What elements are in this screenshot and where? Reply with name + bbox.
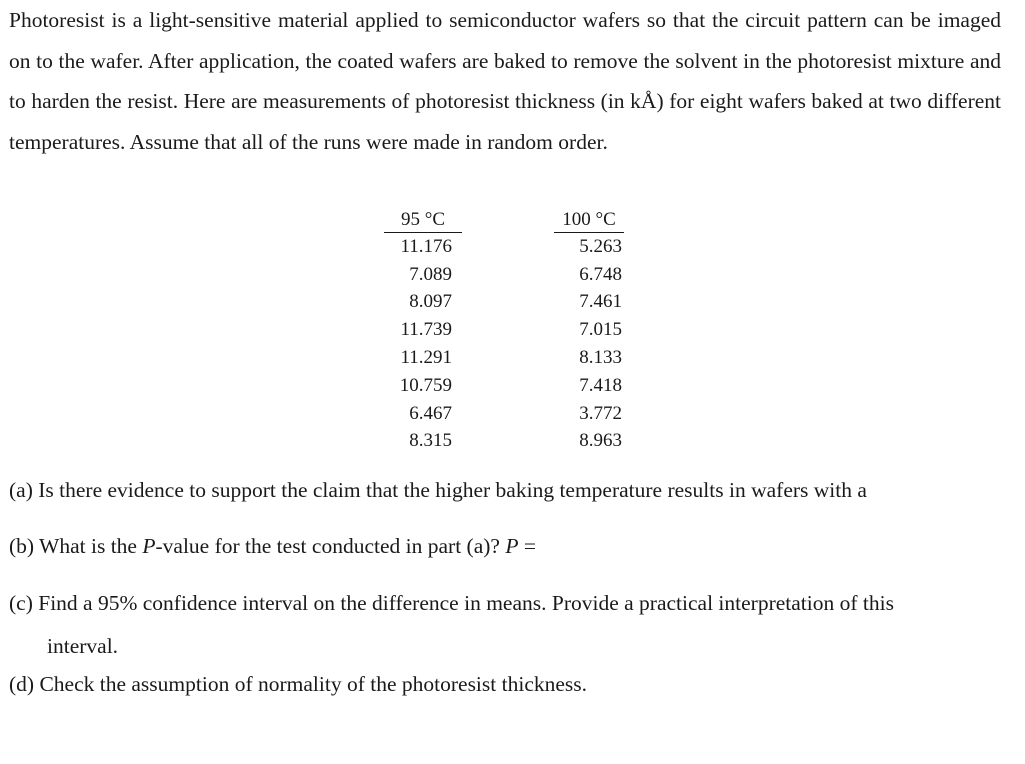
- thickness-table: [384, 206, 624, 455]
- cell-95c: 8.097: [409, 291, 452, 313]
- question-b-middle: -value for the test conducted in part (a)?: [155, 534, 506, 558]
- question-c: (c) Find a 95% confidence interval on the difference in means. Provide a practical interpretation of this: [9, 591, 894, 615]
- question-c-continued: interval.: [47, 634, 119, 658]
- cell-95c: 11.291: [400, 347, 452, 369]
- cell-95c: 11.739: [400, 319, 452, 341]
- cell-100c: 5.263: [579, 235, 622, 257]
- cell-95c: 6.467: [409, 402, 452, 424]
- cell-100c: 7.418: [579, 374, 622, 396]
- table-row: [384, 372, 624, 400]
- table-row: [384, 289, 624, 317]
- header-gap: [462, 206, 554, 233]
- table-row: [384, 344, 624, 372]
- cell-100c: 8.133: [579, 347, 622, 369]
- question-b-p-symbol-2: P: [505, 534, 519, 558]
- problem-intro: Photoresist is a light-sensitive material applied to semiconductor wafers so that the circuit pattern can be imaged on to the wafer. After application, the coated wafers are baked to remove the solvent in the photoresist mixture and to harden the resist. Here are measurements of photoresist thickness (in kÅ) for eight wafers baked at two different temperatures. Assume that all of the runs were made in random order.: [9, 8, 1001, 154]
- table-row: [384, 428, 624, 456]
- table-header-row: [384, 206, 624, 233]
- cell-95c: 7.089: [409, 263, 452, 285]
- cell-100c: 8.963: [579, 430, 622, 452]
- question-b-equals: =: [518, 534, 536, 558]
- cell-100c: 7.461: [579, 291, 622, 313]
- table-row: [384, 316, 624, 344]
- table-row: [384, 400, 624, 428]
- cell-100c: 7.015: [579, 319, 622, 341]
- question-a: (a) Is there evidence to support the claim that the higher baking temperature results in wafers with a: [9, 478, 867, 502]
- table-row: [384, 261, 624, 289]
- cell-95c: 8.315: [409, 430, 452, 452]
- cell-100c: 6.748: [579, 263, 622, 285]
- table-row: [384, 233, 624, 261]
- cell-95c: 10.759: [399, 374, 452, 396]
- question-b-p-symbol: P: [142, 534, 156, 558]
- question-b-prefix: (b) What is the: [9, 534, 143, 558]
- header-100c: 100 °C: [554, 206, 624, 233]
- cell-100c: 3.772: [579, 402, 622, 424]
- question-b: [9, 526, 536, 567]
- question-d: (d) Check the assumption of normality of the photoresist thickness.: [9, 672, 588, 696]
- cell-95c: 11.176: [400, 235, 452, 257]
- header-95c: 95 °C: [384, 206, 462, 233]
